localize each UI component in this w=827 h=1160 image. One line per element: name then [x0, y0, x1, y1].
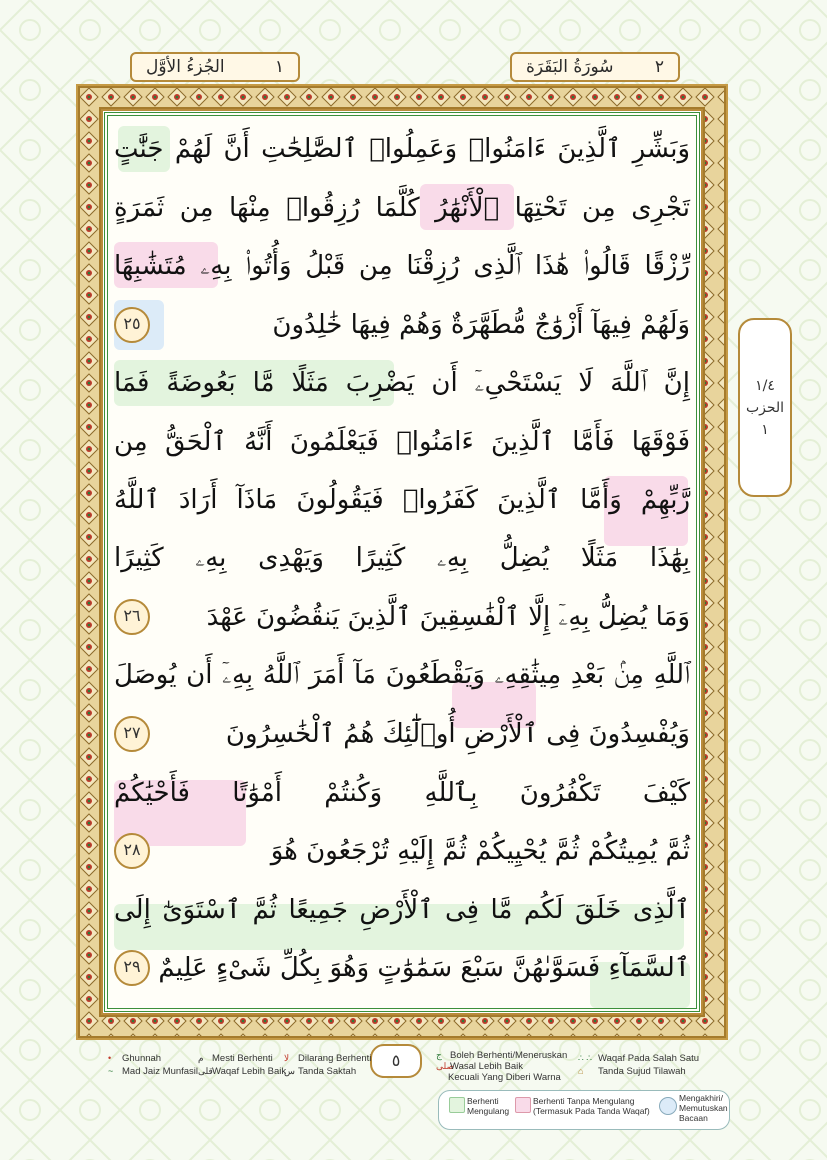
pink-legend-text: Berhenti Tanpa Mengulang (Termasuk Pada Tanda Waqaf) [533, 1096, 650, 1116]
legend-ghunnah: • Ghunnah [108, 1053, 162, 1064]
ayah-number: ٢٧ [114, 716, 150, 752]
hizb-marker [738, 318, 792, 497]
text-line-11: وَيُفْسِدُونَ فِى ٱلْأَرْضِ أُو۟لَٰٓئِكَ هُمُ ٱلْخَٰسِرُونَ ٢٧ [114, 705, 690, 764]
jim-icon: ج [436, 1050, 442, 1060]
ayah-number: ٢٥ [114, 307, 150, 343]
text-line-9: وَمَا يُضِلُّ بِهِۦٓ إِلَّا ٱلْفَٰسِقِينَ ٱلَّذِينَ يَنقُضُونَ عَهْدَ ٢٦ [114, 588, 690, 647]
hizb-label: الحزب [745, 399, 785, 416]
text-line-6: فَوْقَهَا فَأَمَّا ٱلَّذِينَ ءَامَنُوا۟ فَيَعْلَمُونَ أَنَّهُ ٱلْحَقُّ مِن [114, 426, 690, 457]
blue-swatch [659, 1097, 677, 1115]
green-legend-text: Berhenti Mengulang [467, 1096, 510, 1116]
text-line-10: ٱللَّهِ مِنۢ بَعْدِ مِيثَٰقِهِۦ وَيَقْطَعُونَ مَآ أَمَرَ ٱللَّهُ بِهِۦٓ أَن يُوصَلَ [114, 660, 690, 691]
ayah-number: ٢٨ [114, 833, 150, 869]
text-line-3: رِّزْقًا قَالُوا۟ هَٰذَا ٱلَّذِى رُزِقْنَا مِن قَبْلُ وَأُتُوا۟ بِهِۦ مُتَشَٰبِهًا [114, 250, 690, 281]
legend-waqaf-salah-satu: ∴ ∴ Waqaf Pada Salah Satu [578, 1053, 700, 1064]
text-line-13: ثُمَّ يُمِيتُكُمْ ثُمَّ يُحْيِيكُمْ ثُمَّ إِلَيْهِ تُرْجَعُونَ هُوَ ٢٨ [114, 822, 690, 881]
legend-mesti-berhenti: م Mesti Berhenti [198, 1053, 273, 1064]
ayah-number: ٢٦ [114, 599, 150, 635]
legend-tanda-saktah: س Tanda Saktah [284, 1066, 357, 1077]
ghunnah-icon: • [108, 1053, 112, 1063]
blue-legend-text: Mengakhiri/ Memutuskan Bacaan [679, 1093, 728, 1123]
juz-number: ١ [274, 57, 284, 77]
legend-dilarang-berhenti: لا Dilarang Berhenti [284, 1053, 372, 1064]
green-swatch [449, 1097, 465, 1113]
text-line-8: بِهَٰذَا مَثَلًا يُضِلُّ بِهِۦ كَثِيرًا وَيَهْدِى بِهِۦ كَثِيرًا [114, 543, 690, 574]
ayah-number: ٢٩ [114, 950, 150, 986]
page-number: ٥ [370, 1044, 422, 1078]
sala-icon: صلى [436, 1061, 455, 1071]
juz-name: الجُزءُ الأوَّل [146, 57, 225, 77]
text-line-2: تَجْرِى مِن تَحْتِهَا ٱلْأَنْهَٰرُ كُلَّمَا رُزِقُوا۟ مِنْهَا مِن ثَمَرَةٍ [114, 192, 690, 223]
mim-icon: م [198, 1053, 204, 1063]
legend-waqaf-lebih-baik: قلىWaqaf Lebih Baik [198, 1066, 287, 1077]
quran-text [114, 120, 690, 998]
la-icon: لا [284, 1053, 290, 1063]
legend-mad-jaiz: ~ Mad Jaiz Munfasil [108, 1066, 199, 1077]
hizb-fraction: ١/٤ [755, 377, 775, 394]
text-line-4: وَلَهُمْ فِيهَآ أَزْوَٰجٌ مُّطَهَّرَةٌ وَهُمْ فِيهَا خَٰلِدُونَ ٢٥ [114, 296, 690, 355]
legend-kecuali: Kecuali Yang Diberi Warna [448, 1072, 561, 1083]
legend-boleh-berhenti: ج Boleh Berhenti/Meneruskan [436, 1050, 568, 1061]
dots-icon: ∴ ∴ [578, 1053, 592, 1063]
sujud-icon: ⌂ [578, 1066, 584, 1076]
mad-icon: ~ [108, 1066, 114, 1076]
text-line-15: ٱلسَّمَآءِ فَسَوَّىٰهُنَّ سَبْعَ سَمَٰوَٰتٍ وَهُوَ بِكُلِّ شَىْءٍ عَلِيمٌ ٢٩ [114, 939, 690, 998]
surah-header [510, 52, 680, 82]
surah-name: سُورَةُ البَقَرَة [526, 57, 614, 77]
juz-header [130, 52, 300, 82]
text-line-5: إِنَّ ٱللَّهَ لَا يَسْتَحْىِۦٓ أَن يَضْرِبَ مَثَلًا مَّا بَعُوضَةً فَمَا [114, 367, 690, 398]
legend-wasal-lebih-baik: صلىWasal Lebih Baik [436, 1061, 524, 1072]
text-line-7: رَّبِّهِمْ وَأَمَّا ٱلَّذِينَ كَفَرُوا۟ فَيَقُولُونَ مَاذَآ أَرَادَ ٱللَّهُ [114, 485, 690, 516]
text-line-14: ٱلَّذِى خَلَقَ لَكُم مَّا فِى ٱلْأَرْضِ جَمِيعًا ثُمَّ ٱسْتَوَىٰٓ إِلَى [114, 894, 690, 925]
qala-icon: قلى [198, 1066, 213, 1076]
color-legend [438, 1090, 730, 1130]
hizb-number: ١ [761, 421, 769, 438]
legend-sujud-tilawah: ⌂ Tanda Sujud Tilawah [578, 1066, 686, 1077]
sin-icon: س [284, 1066, 295, 1076]
text-line-1: وَبَشِّرِ ٱلَّذِينَ ءَامَنُوا۟ وَعَمِلُوا۟ ٱلصَّٰلِحَٰتِ أَنَّ لَهُمْ جَنَّٰتٍ [114, 134, 690, 165]
surah-number: ٢ [654, 57, 664, 77]
pink-swatch [515, 1097, 531, 1113]
text-line-12: كَيْفَ تَكْفُرُونَ بِٱللَّهِ وَكُنتُمْ أَمْوَٰتًا فَأَحْيَٰكُمْ [114, 777, 690, 808]
